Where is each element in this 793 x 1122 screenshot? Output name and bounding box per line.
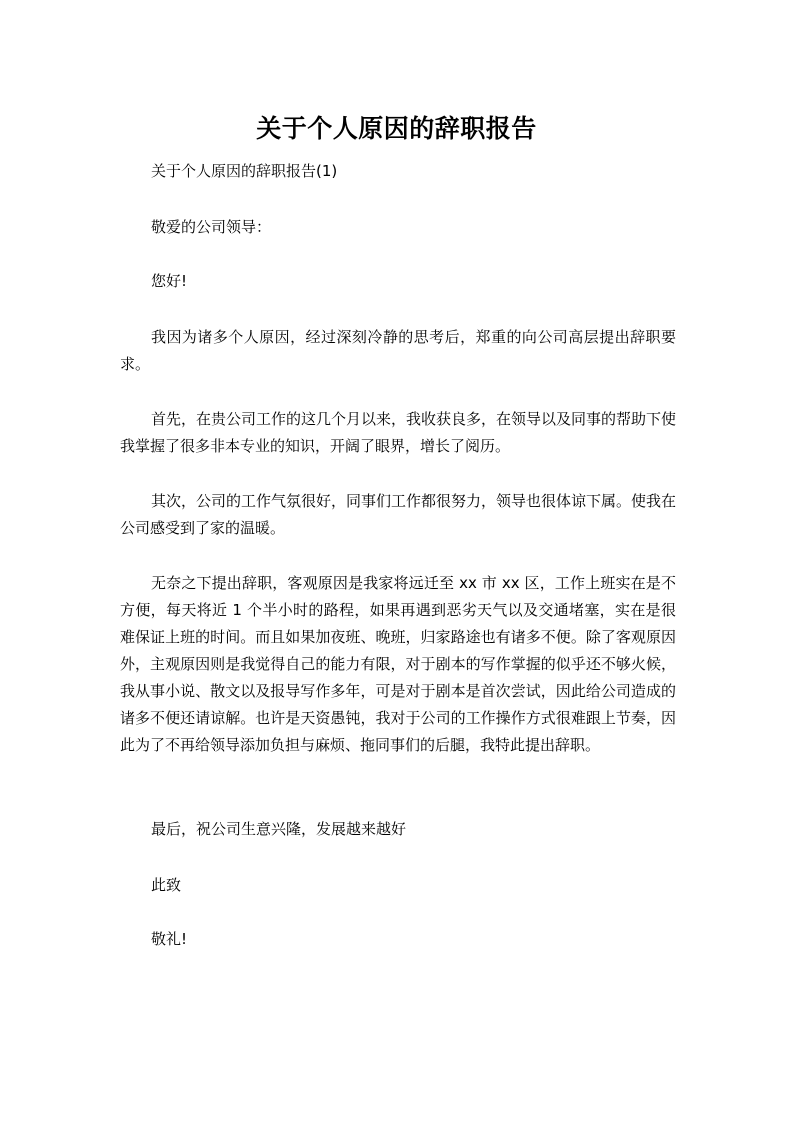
intro-paragraph: 我因为诸多个人原因，经过深刻冷静的思考后，郑重的向公司高层提出辞职要求。: [120, 328, 676, 373]
main-reason-paragraph: 无奈之下提出辞职，客观原因是我家将远迁至 xx 市 xx 区，工作上班实在是不方便，每天将近 1 个半小时的路程，如果再遇到恶劣天气以及交通堵塞，实在是很难保证上班的时间。而且如果加夜班、晚班，归家路途也有诸多不便。除了客观原因外，主观原因则是我觉得自己的能力有限，对于剧本的写作掌握的似乎还不够火候，我从事小说、散文以及报导写作多年，可是对于剧本是首次尝试，因此给公司造成的诸多不便还请谅解。也许是天资愚钝，我对于公司的工作操作方式很难跟上节奏，因此为了不再给领导添加负担与麻烦、拖同事们的后腿，我特此提出辞职。: [120, 574, 676, 754]
closing-phrase-paragraph: 此致: [151, 876, 182, 894]
salutation-paragraph: 敬爱的公司领导：: [151, 218, 272, 236]
closing-wish-paragraph: 最后，祝公司生意兴隆，发展越来越好: [151, 820, 407, 838]
greeting-paragraph: 您好!: [151, 272, 188, 290]
first-reason-paragraph: 首先，在贵公司工作的这几个月以来，我收获良多，在领导以及同事的帮助下使我掌握了很多非本专业的知识，开阔了眼界，增长了阅历。: [120, 410, 677, 455]
regards-paragraph: 敬礼!: [151, 930, 188, 948]
second-reason-paragraph: 其次，公司的工作气氛很好，同事们工作都很努力，领导也很体谅下属。使我在公司感受到了家的温暖。: [120, 492, 677, 537]
subtitle-paragraph: 关于个人原因的辞职报告(1): [151, 162, 338, 180]
document-title: 关于个人原因的辞职报告: [256, 114, 537, 143]
